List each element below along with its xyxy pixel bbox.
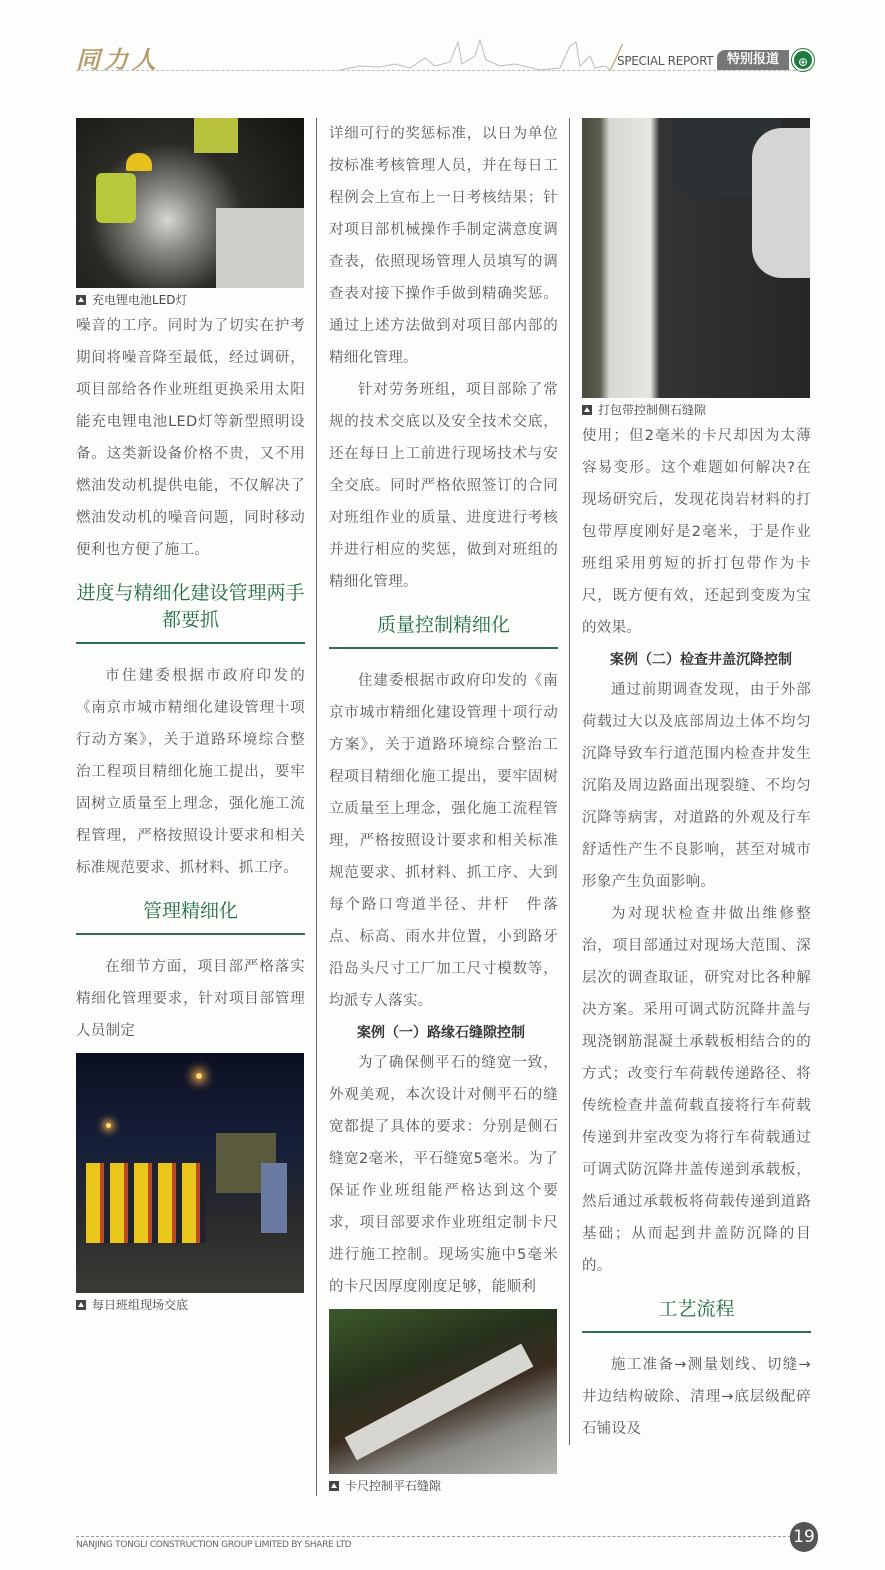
footer-divider <box>76 1536 791 1537</box>
photo-caption <box>329 1478 558 1494</box>
column-1 <box>76 118 305 1315</box>
caption-marker-icon <box>76 295 86 305</box>
paragraph: 施工准备→测量划线、切缝→井边结构破除、清理→底层级配碎石铺设及 <box>582 1357 811 1437</box>
caption-text: 卡尺控制平石缝隙 <box>345 1479 442 1493</box>
section-label-en: SPECIAL REPORT <box>617 54 714 68</box>
column-3 <box>582 118 811 1445</box>
caption-marker-icon <box>329 1481 339 1491</box>
photo-strap-curb <box>582 118 810 398</box>
article-columns <box>76 0 811 1496</box>
page-footer <box>76 1522 818 1570</box>
caption-marker-icon <box>582 405 592 415</box>
tongli-emblem-icon: ⊕ <box>792 49 814 71</box>
caption-marker-icon <box>76 1300 86 1310</box>
section-badge: 特别报道 <box>717 50 789 70</box>
paragraph: 市住建委根据市政府印发的《南京市城市精细化建设管理十项行动方案》，关于道路环境综合整治工程项目精细化施工提出，要牢固树立质量至上理念，强化施工流程管理，严格按照设计要求和相关标准规范要求、抓材料、抓工序。 <box>76 668 305 876</box>
section-heading: 工艺流程 <box>582 1296 811 1333</box>
paragraph: 在细节方面，项目部严格落实精细化管理要求，针对项目部管理人员制定 <box>76 959 305 1039</box>
photo-caliper-curb <box>329 1309 557 1474</box>
photo-caption <box>582 402 811 418</box>
paragraph: 住建委根据市政府印发的《南京市城市精细化建设管理十项行动方案》，关于道路环境综合整治工程项目精细化施工提出，要牢固树立质量至上理念，强化施工流程管理，严格按照设计要求和相关标准规范要求、抓材料、抓工序、大到每个路口弯道半径、井杆 件落点、标高、雨水井位置，小到路牙沿岛头尺寸工厂加工尺寸模数等，均派专人落实。 <box>329 673 558 1009</box>
column-2 <box>329 118 558 1496</box>
footer-company: NANJING TONGLI CONSTRUCTION GROUP LIMITED BY SHARE LTD <box>76 1540 352 1550</box>
paragraph: 噪音的工序。同时为了切实在护考期间将噪音降至最低，经过调研，项目部给各作业班组更换采用太阳能充电锂电池LED灯等新型照明设备。这类新设备价格不贵，又不用燃油发动机提供电能，不仅解决了燃油发动机的噪音问题，同时移动便利也方便了施工。 <box>76 318 305 558</box>
section-heading: 管理精细化 <box>76 898 305 935</box>
section-heading: 进度与精细化建设管理两手都要抓 <box>76 580 305 644</box>
paragraph: 使用；但2毫米的卡尺却因为太薄容易变形。这个难题如何解决?在现场研究后，发现花岗岩材料的打包带厚度刚好是2毫米，于是作业班组采用剪短的折打包带作为卡尺，既方便有效，还起到变废为宝的效果。 <box>582 428 811 636</box>
photo-led-light <box>76 118 304 288</box>
page-number: 19 <box>790 1522 818 1552</box>
paragraph: 为对现状检查井做出维修整治，项目部通过对现场大范围、深层次的调查取证，研究对比各种解决方案。采用可调式防沉降井盖与现浇钢筋混凝土承载板相结合的的方式；改变行车荷载传递路径、将传统检查井盖荷载直接将行车荷载传递到井室改变为将行车荷载通过可调式防沉降井盖传递到承载板，然后通过承载板将荷载传递到道路基础；从而起到井盖防沉降的目的。 <box>582 906 811 1274</box>
photo-caption <box>76 1297 305 1313</box>
paragraph: 详细可行的奖惩标准，以日为单位按标准考核管理人员，并在每日工程例会上宣布上一日考核结果；针对项目部机械操作手制定满意度调查表，依照现场管理人员填写的调查表对接下操作手做到精确奖惩。通过上述方法做到对项目部内部的精细化管理。 <box>329 126 558 366</box>
case-subheading: 案例（二）检查井盖沉降控制 <box>610 652 792 668</box>
caption-text: 打包带控制侧石缝隙 <box>598 403 707 417</box>
case-subheading: 案例（一）路缘石缝隙控制 <box>357 1025 525 1041</box>
caption-text: 每日班组现场交底 <box>92 1298 189 1312</box>
paragraph: 为了确保侧平石的缝宽一致，外观美观，本次设计对侧平石的缝宽都提了具体的要求：分别是侧石缝宽2毫米，平石缝宽5毫米。为了保证作业班组能严格达到这个要求，项目部要求作业班组定制卡尺进行施工控制。现场实施中5毫米的卡尺因厚度刚度足够，能顺利 <box>329 1055 558 1295</box>
paragraph: 针对劳务班组，项目部除了常规的技术交底以及安全技术交底，还在每日上工前进行现场技术与安全交底。同时严格依照签订的合同对班组作业的质量、进度进行考核并进行相应的奖惩，做到对班组的精细化管理。 <box>329 382 558 590</box>
section-heading: 质量控制精细化 <box>329 612 558 649</box>
paragraph: 通过前期调查发现，由于外部荷载过大以及底部周边土体不均匀沉降导致车行道范围内检查井发生沉陷及周边路面出现裂缝、不均匀沉降等病害，对道路的外观及行车舒适性产生不良影响，甚至对城市形象产生负面影响。 <box>582 682 811 890</box>
caption-text: 充电锂电池LED灯 <box>92 293 188 307</box>
photo-team-briefing <box>76 1053 304 1293</box>
magazine-logo: 同力人 <box>76 45 160 74</box>
photo-caption <box>76 292 305 308</box>
